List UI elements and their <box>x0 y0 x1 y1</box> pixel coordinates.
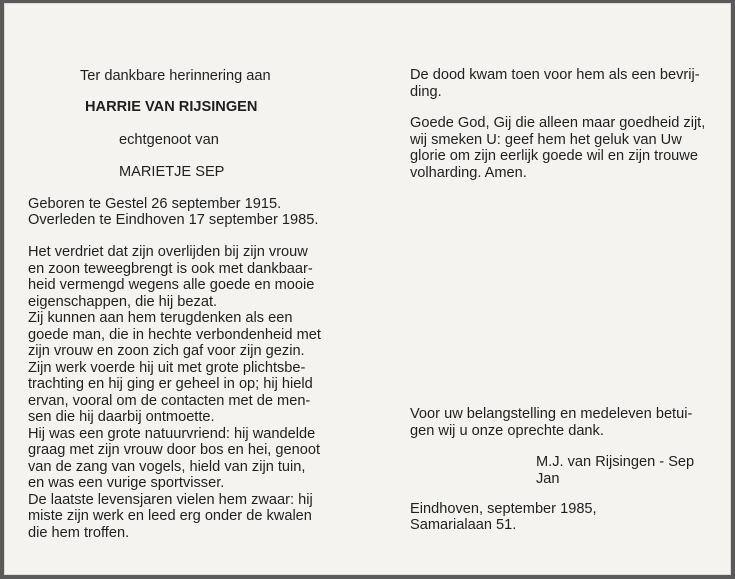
place-date: Eindhoven, september 1985, <box>410 501 597 517</box>
thanks-line: Voor uw belangstelling en medeleven betui- <box>410 406 693 422</box>
body-line: eigenschappen, die hij bezat. <box>28 293 218 310</box>
body-line: De laatste levensjaren vielen hem zwaar: hij <box>28 491 313 508</box>
prayer-line: glorie om zijn eerlijk goede wil en zijn trouwe <box>410 148 698 164</box>
body-line: die hem troffen. <box>28 524 130 541</box>
body-line: heid vermengd wegens alle goede en mooie <box>28 277 315 293</box>
body-line: Zijn werk voerde hij uit met grote plichtsbe- <box>28 359 306 376</box>
birth-line: Geboren te Gestel 26 september 1915. <box>28 196 282 212</box>
deceased-name: HARRIE VAN RIJSINGEN <box>85 99 258 115</box>
body-line: trachting en hij ging er geheel in op; hij hield <box>28 376 313 392</box>
thanks-text <box>410 406 692 439</box>
intro-text: Ter dankbare herinnering aan <box>80 68 271 84</box>
body-line: ervan, vooral om de contacten met de men- <box>28 392 311 409</box>
body-line: Zij kunnen aan hem terugdenken als een <box>28 310 293 326</box>
biography-text <box>28 244 321 541</box>
body-line: goede man, die in hechte verbondenheid met <box>28 326 321 343</box>
body-line: van de zang van vogels, hield van zijn tuin, <box>28 458 306 475</box>
body-line: en was een vurige sportvisser. <box>28 475 225 491</box>
signature-line: M.J. van Rijsingen - Sep <box>536 454 695 470</box>
spouse-name: MARIETJE SEP <box>119 164 225 180</box>
relation-text: echtgenoot van <box>119 132 219 148</box>
signature <box>536 454 694 487</box>
body-line: en zoon teweegbrengt is ook met dankbaar- <box>28 260 313 277</box>
prayer-line: volharding. Amen. <box>410 164 527 181</box>
body-line: miste zijn werk en leed erg onder de kwalen <box>28 508 312 524</box>
body-line: Het verdriet dat zijn overlijden bij zijn vrouw <box>28 244 308 260</box>
memorial-card <box>4 3 731 575</box>
prayer-text <box>410 115 705 181</box>
thanks-line: gen wij u onze oprechte dank. <box>410 422 604 439</box>
body-line: graag met zijn vrouw door bos en hei, genoot <box>28 442 321 458</box>
verse-line: De dood kwam toen voor hem als een bevrij- <box>410 67 700 83</box>
address: Samarialaan 51. <box>410 517 517 533</box>
body-line: zijn vrouw en zoon zich gaf voor zijn gezin. <box>28 343 305 359</box>
prayer-line: Goede God, Gij die alleen maar goedheid zijt, <box>410 115 706 131</box>
body-line: Hij was een grote natuurvriend: hij wandelde <box>28 425 316 442</box>
verse-line: ding. <box>410 83 442 100</box>
death-line: Overleden te Eindhoven 17 september 1985. <box>28 212 319 228</box>
signature-line: Jan <box>536 470 560 487</box>
prayer-line: wij smeken U: geef hem het geluk van Uw <box>410 131 682 148</box>
verse-text <box>410 67 700 100</box>
body-line: sen die hij daarbij ontmoette. <box>28 409 215 425</box>
